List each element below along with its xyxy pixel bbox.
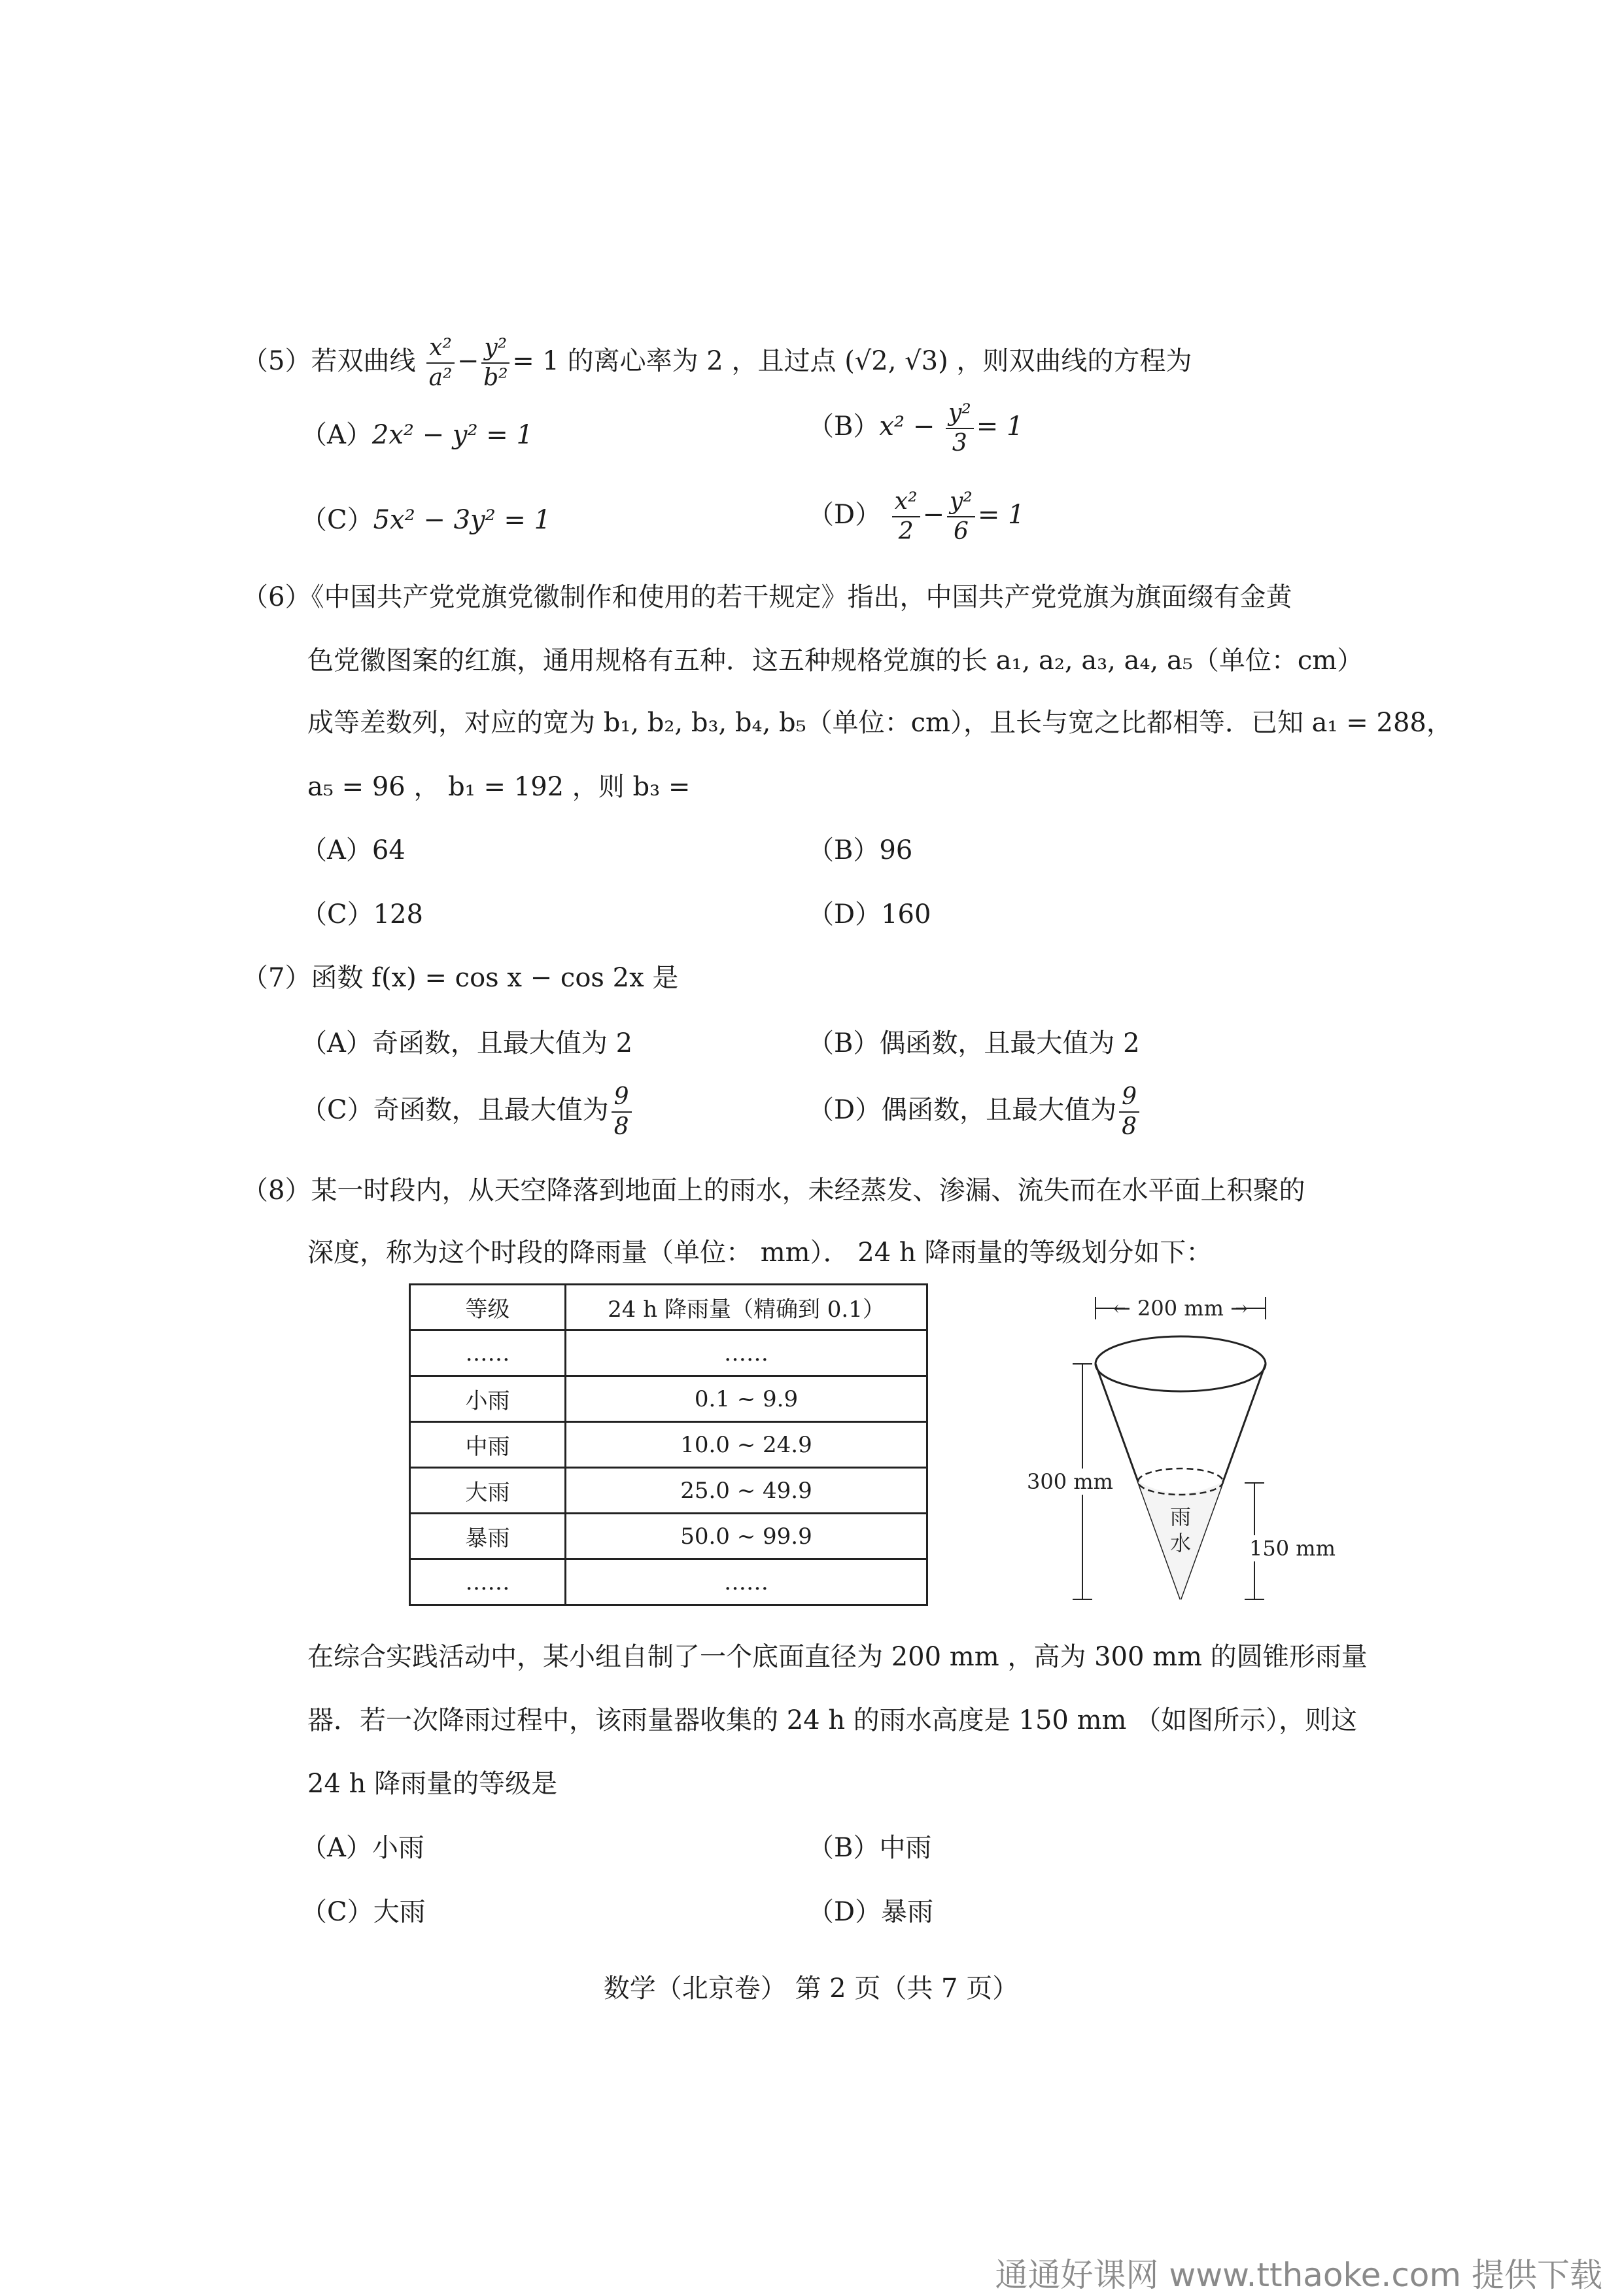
q5-option-c: （C）5x² − 3y² = 1 bbox=[301, 505, 551, 535]
q8-line-2: 深度，称为这个时段的降雨量（单位： mm）． 24 h 降雨量的等级划分如下： bbox=[307, 1238, 1213, 1268]
q5-option-a: （A）2x² − y² = 1 bbox=[301, 420, 533, 450]
q5-stem: （5）若双曲线 $\frac{\text{x²}}{\text{a²}}$ − $\frac{\text{y²}}{\text{b²}}$ = 1 的离心率为 2 ，且过点 (√2, √3) ，则双曲线的方程为 bbox=[242, 334, 1192, 391]
table-header: 等级 bbox=[410, 1285, 566, 1331]
q6-line-1: （6）《中国共产党党旗党徽制作和使用的若干规定》指出，中国共产党党旗为旗面缀有金黄 bbox=[242, 582, 1292, 612]
figure-height-label: 300 mm bbox=[1027, 1469, 1113, 1494]
q7-c-frac: $\frac{9}{8}$ bbox=[612, 1083, 632, 1141]
table-row: 暴雨 50.0 ~ 99.9 bbox=[410, 1514, 927, 1559]
q7-option-c: （C）奇函数，且最大值为 $\frac{9}{8}$ bbox=[301, 1083, 634, 1141]
cone-rain-gauge-figure bbox=[1020, 1279, 1347, 1619]
q5-b-frac: $\frac{\text{y²}}{3}$ bbox=[946, 399, 974, 458]
figure-water-char-1: 雨 bbox=[1169, 1505, 1192, 1529]
q6-option-d: （D）160 bbox=[808, 899, 931, 930]
q7-option-d: （D）偶函数，且最大值为 $\frac{9}{8}$ bbox=[808, 1083, 1142, 1141]
q5-d-frac1: $\frac{\text{x²}}{2}$ bbox=[892, 487, 920, 546]
q5-number: （5） bbox=[242, 346, 311, 376]
q7-d-frac: $\frac{9}{8}$ bbox=[1119, 1083, 1139, 1141]
watermark: 通通好课网 www.tthaoke.com 提供下载 bbox=[995, 2256, 1602, 2294]
q8-line-5: 24 h 降雨量的等级是 bbox=[307, 1769, 558, 1799]
q5-frac-x2-a2: $\frac{\text{x²}}{\text{a²}}$ bbox=[426, 334, 455, 392]
q6-line-4: a₅ = 96 ， b₁ = 192 ，则 b₃ = bbox=[307, 772, 691, 802]
table-row: 大雨 25.0 ~ 49.9 bbox=[410, 1468, 927, 1514]
table-row: 小雨 0.1 ~ 9.9 bbox=[410, 1376, 927, 1422]
q5-d-frac2: $\frac{\text{y²}}{6}$ bbox=[947, 487, 975, 546]
table-row: …… …… bbox=[410, 1331, 927, 1376]
q6-option-c: （C）128 bbox=[301, 899, 423, 930]
table-header: 24 h 降雨量（精确到 0.1） bbox=[566, 1285, 927, 1331]
table-row: 中雨 10.0 ~ 24.9 bbox=[410, 1422, 927, 1468]
q8-option-b: （B）中雨 bbox=[808, 1833, 932, 1863]
q8-line-1: （8）某一时段内，从天空降落到地面上的雨水，未经蒸发、渗漏、流失而在水平面上积聚的 bbox=[242, 1175, 1305, 1206]
q5-frac-y2-b2: $\frac{\text{y²}}{\text{b²}}$ bbox=[481, 334, 509, 392]
q8-option-a: （A）小雨 bbox=[301, 1833, 424, 1863]
table-header-row bbox=[410, 1285, 927, 1331]
q5-option-b: （B）x² − $\frac{\text{y²}}{3}$ = 1 bbox=[808, 400, 1024, 457]
rainfall-table bbox=[409, 1283, 928, 1606]
q8-option-c: （C）大雨 bbox=[301, 1897, 426, 1927]
figure-water-char-2: 水 bbox=[1169, 1531, 1192, 1556]
q6-option-b: （B）96 bbox=[808, 835, 913, 865]
figure-top-label: ← 200 mm → bbox=[1113, 1296, 1248, 1321]
q5-option-d: （D） $\frac{\text{x²}}{2}$ − $\frac{\text{y²}}{6}$ = 1 bbox=[808, 488, 1025, 545]
q6-line-2: 色党徽图案的红旗，通用规格有五种．这五种规格党旗的长 a₁, a₂, a₃, a₄, a₅（单位：cm） bbox=[307, 646, 1364, 676]
q8-line-3: 在综合实践活动中，某小组自制了一个底面直径为 200 mm ，高为 300 mm 的圆锥形雨量 bbox=[307, 1642, 1368, 1672]
page-footer: 数学（北京卷） 第 2 页（共 7 页） bbox=[603, 1974, 1019, 2004]
figure-water-label: 150 mm bbox=[1249, 1536, 1336, 1561]
q7-option-a: （A）奇函数，且最大值为 2 bbox=[301, 1028, 633, 1058]
q7-option-b: （B）偶函数，且最大值为 2 bbox=[808, 1028, 1140, 1058]
q8-option-d: （D）暴雨 bbox=[808, 1897, 934, 1927]
q8-line-4: 器．若一次降雨过程中，该雨量器收集的 24 h 的雨水高度是 150 mm （如图所示），则这 bbox=[307, 1705, 1358, 1735]
q6-line-3: 成等差数列，对应的宽为 b₁, b₂, b₃, b₄, b₅（单位：cm），且长与宽之比都相等．已知 a₁ = 288， bbox=[307, 708, 1453, 738]
q6-option-a: （A）64 bbox=[301, 835, 406, 865]
q7-stem: （7）函数 f(x) = cos x − cos 2x 是 bbox=[242, 963, 679, 993]
table-row: …… …… bbox=[410, 1559, 927, 1605]
